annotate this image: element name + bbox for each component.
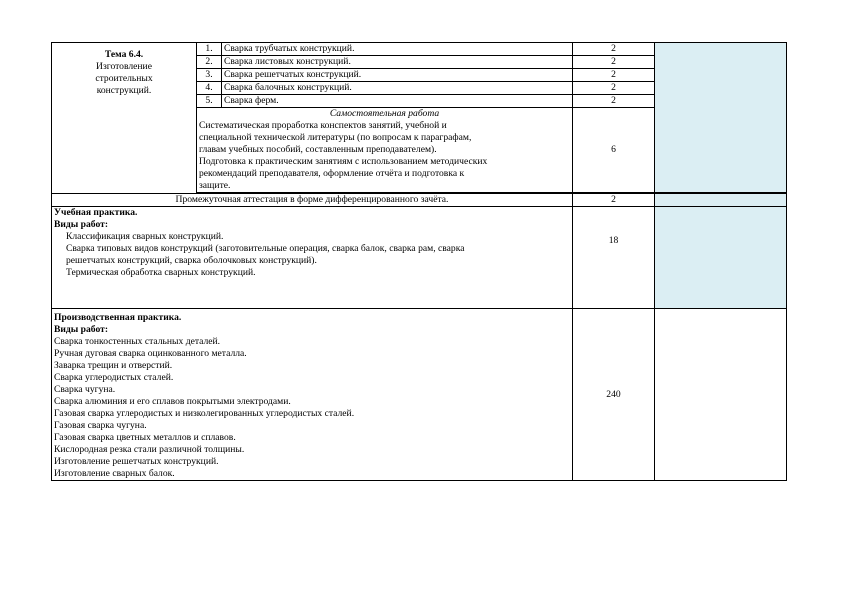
work-num: 2. [197, 56, 222, 69]
curriculum-table [51, 42, 787, 481]
production-practice-item: Изготовление сварных балок. [54, 468, 175, 479]
self-work-line: главам учебных пособий, составленным преподавателем). [199, 144, 437, 155]
self-work-title: Самостоятельная работа [329, 108, 440, 119]
production-practice-subtitle: Виды работ: [54, 324, 109, 335]
topic-name-line-2: строительных [95, 73, 153, 84]
topic-cell [52, 43, 197, 194]
production-practice-item: Сварка чугуна. [54, 384, 116, 395]
work-num: 3. [197, 69, 222, 82]
work-num: 5. [197, 95, 222, 108]
production-practice-item: Газовая сварка цветных металлов и сплавов. [54, 432, 236, 443]
work-text: Сварка листовых конструкций. [222, 56, 573, 69]
study-practice-item: Термическая обработка сварных конструкций. [66, 267, 256, 278]
self-work-cell [197, 108, 573, 193]
work-row-1 [52, 43, 787, 56]
production-practice-item: Сварка тонкостенных стальных деталей. [54, 336, 221, 347]
production-practice-item: Газовая сварка углеродистых и низколегированных углеродистых сталей. [54, 408, 355, 419]
study-practice-row [52, 207, 787, 309]
work-hours: 2 [573, 82, 655, 95]
level-cell-shaded [655, 43, 787, 193]
study-practice-cell [52, 207, 573, 309]
study-practice-title: Учебная практика. [54, 207, 138, 218]
work-num: 1. [197, 43, 222, 56]
topic-code: Тема 6.4. [104, 49, 144, 60]
production-practice-item: Сварка углеродистых сталей. [54, 372, 174, 383]
self-work-line: рекомендаций преподавателя, оформление отчёта и подготовка к [199, 168, 465, 179]
production-practice-level [655, 309, 787, 481]
study-practice-hours: 18 [573, 207, 655, 309]
self-work-line: Систематическая проработка конспектов занятий, учебной и [199, 120, 447, 131]
work-hours: 2 [573, 95, 655, 108]
work-num: 4. [197, 82, 222, 95]
attestation-hours: 2 [573, 194, 655, 207]
production-practice-item: Изготовление решетчатых конструкций. [54, 456, 219, 467]
self-work-line: защите. [199, 180, 231, 191]
work-text: Сварка трубчатых конструкций. [222, 43, 573, 56]
study-practice-item: Классификация сварных конструкций. [66, 231, 224, 242]
attestation-text: Промежуточная аттестация в форме дифференцированного зачёта. [52, 194, 573, 207]
production-practice-item: Кислородная резка стали различной толщины. [54, 444, 245, 455]
production-practice-item: Газовая сварка чугуна. [54, 420, 147, 431]
attestation-level-shaded [655, 194, 787, 207]
attestation-row [52, 194, 787, 207]
work-text: Сварка решетчатых конструкций. [222, 69, 573, 82]
self-work-line: Подготовка к практическим занятиям с использованием методических [199, 156, 488, 167]
work-hours: 2 [573, 43, 655, 56]
work-hours: 2 [573, 69, 655, 82]
work-text: Сварка балочных конструкций. [222, 82, 573, 95]
study-practice-subtitle: Виды работ: [54, 219, 109, 230]
production-practice-hours: 240 [573, 309, 655, 481]
study-practice-item: Сварка типовых видов конструкций (заготовительные операция, сварка балок, сварка рам, сварка [66, 243, 465, 254]
production-practice-title: Производственная практика. [54, 312, 182, 323]
work-hours: 2 [573, 56, 655, 69]
production-practice-item: Заварка трещин и отверстий. [54, 360, 173, 371]
production-practice-item: Ручная дуговая сварка оцинкованного металла. [54, 348, 247, 359]
work-text: Сварка ферм. [222, 95, 573, 108]
self-work-line: специальной технической литературы (по вопросам к параграфам, [199, 132, 472, 143]
study-practice-item: решетчатых конструкций, сварка оболочковых конструкций). [66, 255, 317, 266]
topic-name-line-1: Изготовление [96, 61, 152, 72]
topic-name-line-3: конструкций. [96, 85, 152, 96]
production-practice-cell [52, 309, 573, 481]
study-practice-level-shaded [655, 207, 787, 309]
production-practice-row [52, 309, 787, 481]
self-work-hours: 6 [573, 108, 655, 193]
production-practice-item: Сварка алюминия и его сплавов покрытыми электродами. [54, 396, 291, 407]
